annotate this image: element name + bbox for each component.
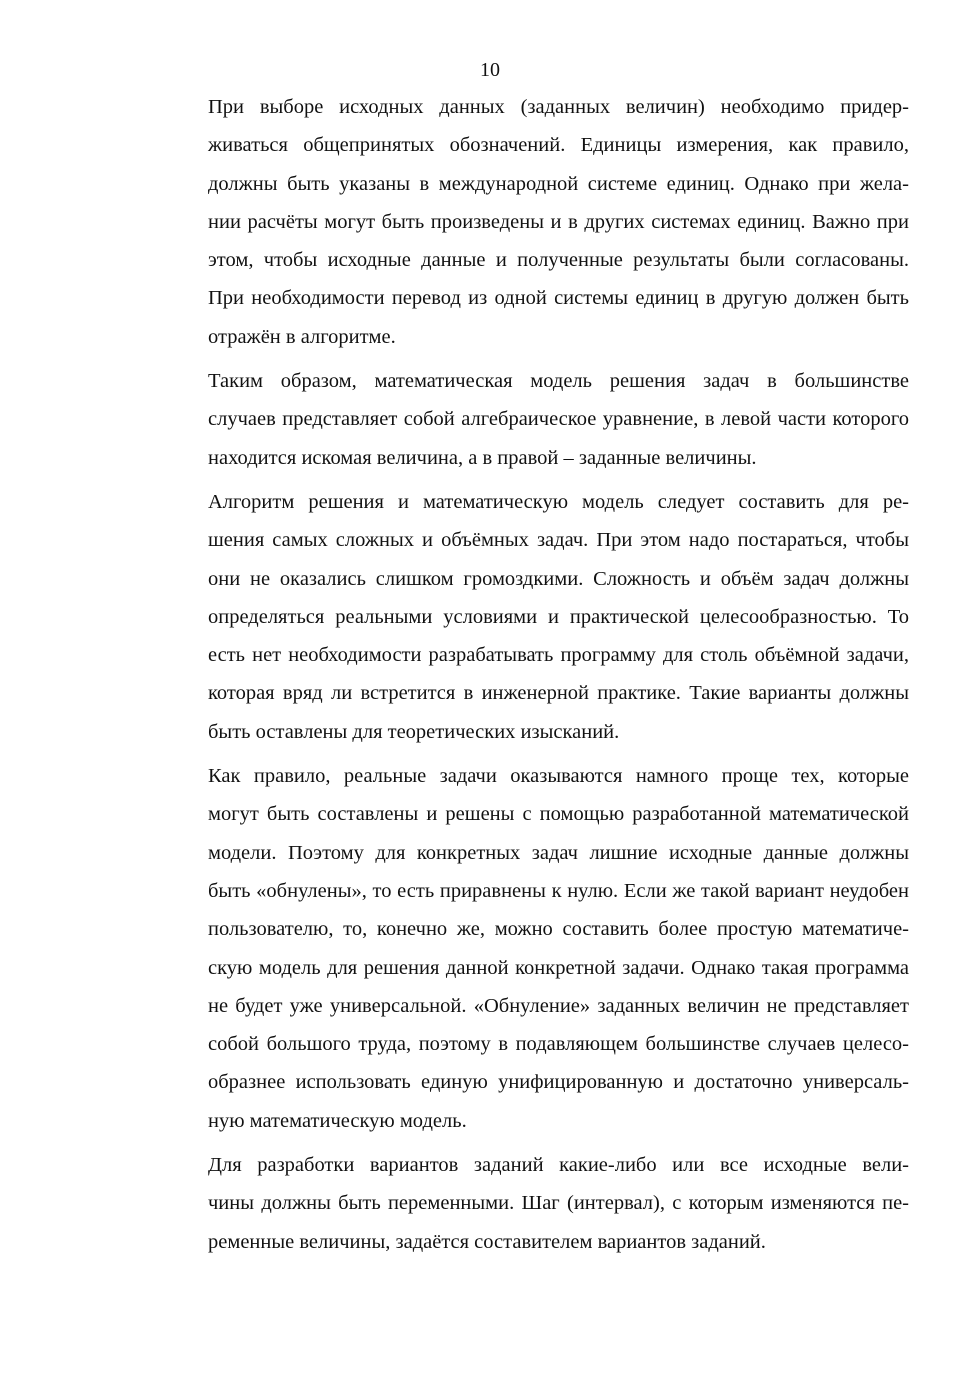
text-line: Для разработки вариантов заданий какие-либо или все исходные вели- [208, 1154, 909, 1177]
text-line: есть нет необходимости разрабатывать программу для столь объёмной задачи, [208, 644, 909, 667]
text-line: Алгоритм решения и математическую модель следует составить для ре- [208, 490, 909, 513]
text-line: При выборе исходных данных (заданных величин) необходимо придер- [208, 96, 909, 118]
text-line: ную математическую модель. [208, 1109, 467, 1132]
text-line: Как правило, реальные задачи оказываются намного проще тех, которые [208, 765, 909, 788]
text-line: собой большого труда, поэтому в подавляющем большинстве случаев целесо- [208, 1033, 909, 1056]
text-line: шения самых сложных и объёмных задач. При этом надо постараться, чтобы [208, 529, 909, 552]
page-number: 10 [480, 59, 500, 81]
paragraph-3 [163, 483, 909, 751]
text-line: нии расчёты могут быть произведены и в других системах единиц. Важно при [208, 210, 909, 233]
text-line: случаев представляет собой алгебраическое уравнение, в левой части которого [208, 408, 909, 431]
text-line: этом, чтобы исходные данные и полученные результаты были согласованы. [208, 249, 909, 272]
text-line: чины должны быть переменными. Шаг (интервал), с которым изменяются пе- [208, 1192, 909, 1215]
text-line: они не оказались слишком громоздкими. Сложность и объём задач должны [208, 567, 909, 590]
paragraph-5 [163, 1146, 909, 1261]
text-line: ременные величины, задаётся составителем вариантов заданий. [208, 1230, 766, 1253]
text-line: находится искомая величина, а в правой – заданные величины. [208, 446, 757, 469]
paragraph-4 [163, 757, 909, 1140]
text-line: которая вряд ли встретится в инженерной практике. Такие варианты должны [208, 682, 909, 705]
text-line: не будет уже универсальной. «Обнуление» заданных величин не представляет [208, 994, 909, 1017]
text-line: Таким образом, математическая модель решения задач в большинстве [208, 370, 909, 393]
body-text [163, 88, 909, 1267]
text-line: быть «обнулены», то есть приравнены к нулю. Если же такой вариант неудобен [208, 879, 909, 902]
paragraph-1 [163, 88, 909, 356]
text-line: модели. Поэтому для конкретных задач лишние исходные данные должны [208, 841, 909, 864]
text-line: могут быть составлены и решены с помощью разработанной математической [208, 803, 909, 826]
text-line: отражён в алгоритме. [208, 325, 396, 348]
text-line: При необходимости перевод из одной системы единиц в другую должен быть [208, 287, 909, 310]
text-line: живаться общепринятых обозначений. Единицы измерения, как правило, [208, 134, 909, 157]
paragraph-2 [163, 362, 909, 477]
text-line: должны быть указаны в международной системе единиц. Однако при жела- [208, 172, 909, 195]
text-line: пользователю, то, конечно же, можно составить более простую математиче- [208, 918, 909, 941]
text-line: скую модель для решения данной конкретной задачи. Однако такая программа [208, 956, 909, 979]
text-line: образнее использовать единую унифицированную и достаточно универсаль- [208, 1071, 909, 1094]
text-line: быть оставлены для теоретических изысканий. [208, 720, 620, 743]
text-line: определяться реальными условиями и практической целесообразностью. То [208, 605, 909, 628]
